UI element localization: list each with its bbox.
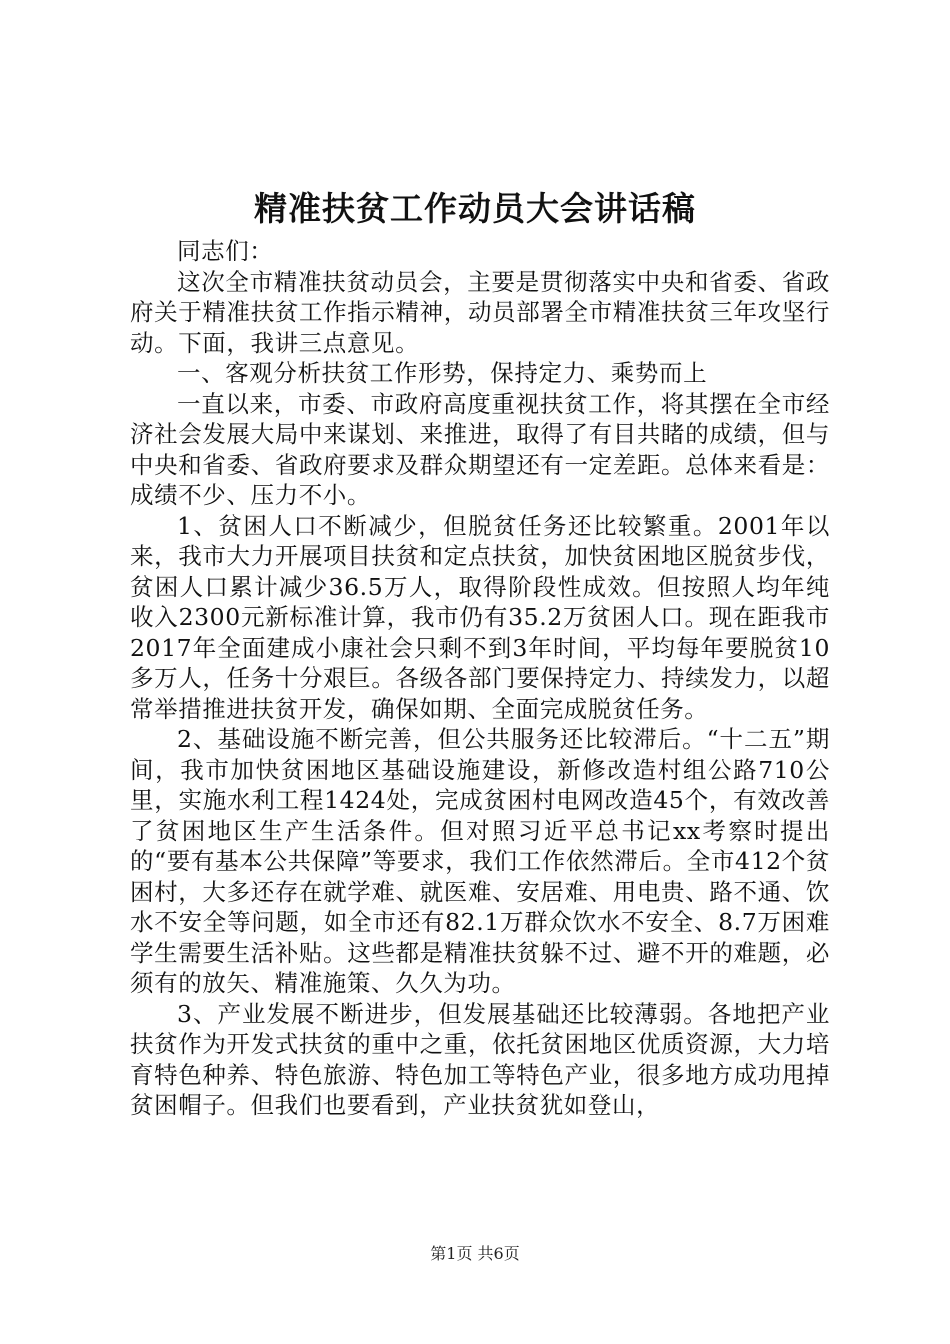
point-2-paragraph: 2、基础设施不断完善，但公共服务还比较滞后。“十二五”期间，我市加快贫困地区基础设施建设，新修改造村组公路710公里，实施水利工程1424处，完成贫困村电网改造45个，有效改善了贫困地区生产生活条件。但对照习近平总书记xx考察时提出的“要有基本公共保障”等要求，我们工作依然滞后。全市412个贫困村，大多还存在就学难、就医难、安居难、用电贵、路不通、饮水不安全等问题，如全市还有82.1万群众饮水不安全、8.7万困难学生需要生活补贴。这些都是精准扶贫躲不过、避不开的难题，必须有的放矢、精准施策、久久为功。 [130, 725, 830, 997]
point-1-paragraph: 1、贫困人口不断减少，但脱贫任务还比较繁重。2001年以来，我市大力开展项目扶贫和定点扶贫，加快贫困地区脱贫步伐，贫困人口累计减少36.5万人，取得阶段性成效。但按照人均年纯收入2300元新标准计算，我市仍有35.2万贫困人口。现在距我市2017年全面建成小康社会只剩不到3年时间，平均每年要脱贫10多万人，任务十分艰巨。各级各部门要保持定力、持续发力，以超常举措推进扶贫开发，确保如期、全面完成脱贫任务。 [130, 511, 830, 723]
intro-paragraph: 这次全市精准扶贫动员会，主要是贯彻落实中央和省委、省政府关于精准扶贫工作指示精神，动员部署全市精准扶贫三年攻坚行动。下面，我讲三点意见。 [130, 267, 830, 357]
document-title: 精准扶贫工作动员大会讲话稿 [254, 189, 696, 228]
document-body [130, 236, 830, 1121]
section-heading-1: 一、客观分析扶贫工作形势，保持定力、乘势而上 [177, 359, 708, 387]
salutation-paragraph: 同志们： [177, 237, 274, 265]
point-3-paragraph: 3、产业发展不断进步，但发展基础还比较薄弱。各地把产业扶贫作为开发式扶贫的重中之重，依托贫困地区优质资源，大力培育特色种养、特色旅游、特色加工等特色产业，很多地方成功甩掉贫困帽子。但我们也要看到，产业扶贫犹如登山， [130, 999, 830, 1119]
page-number-footer: 第1页 共6页 [430, 1244, 520, 1263]
body-paragraph: 一直以来，市委、市政府高度重视扶贫工作，将其摆在全市经济社会发展大局中来谋划、来推进，取得了有目共睹的成绩，但与中央和省委、省政府要求及群众期望还有一定差距。总体来看是：成绩不少、压力不小。 [130, 389, 830, 509]
